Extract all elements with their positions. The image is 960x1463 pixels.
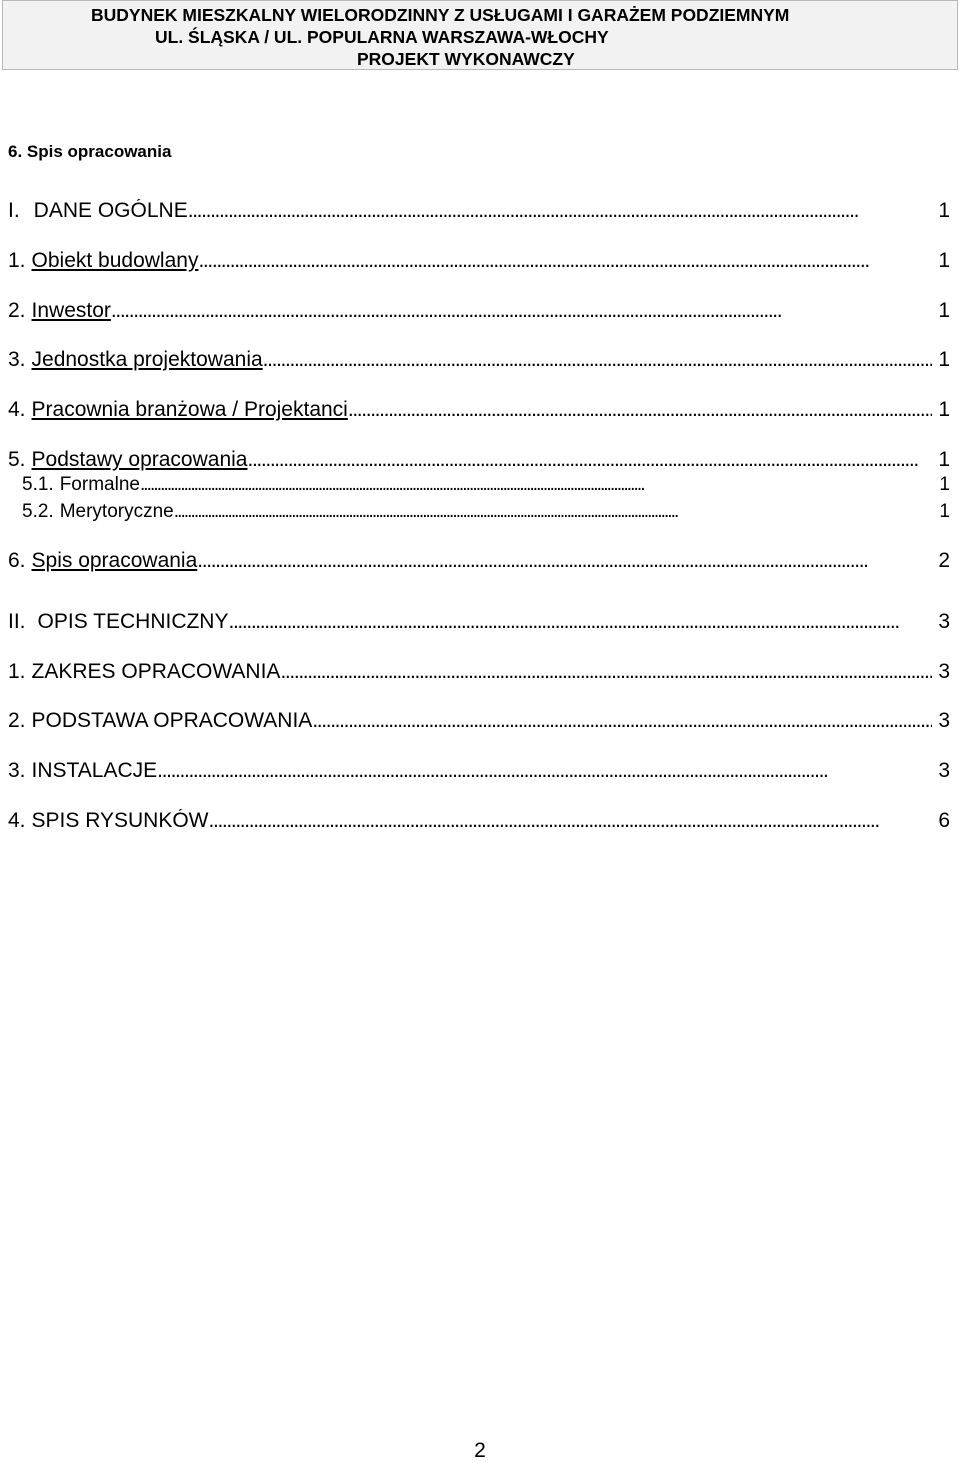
toc-entry[interactable] xyxy=(22,501,950,523)
toc-entry[interactable] xyxy=(8,709,950,733)
toc-number: 4. xyxy=(8,809,26,832)
toc-leader xyxy=(188,199,933,223)
toc-number: 5.1. xyxy=(22,474,54,495)
toc-number: 1. xyxy=(8,660,26,683)
toc-entry[interactable] xyxy=(8,299,950,323)
toc-label[interactable]: Spis opracowania xyxy=(31,549,198,572)
toc-label: DANE OGÓLNE xyxy=(33,199,188,222)
toc-entry[interactable] xyxy=(8,348,950,372)
toc-number: 5.2. xyxy=(22,501,54,522)
toc-number: 3. xyxy=(8,348,26,371)
toc-page: 1 xyxy=(939,501,950,522)
toc-label: PODSTAWA OPRACOWANIA xyxy=(31,709,313,732)
toc-number: 2. xyxy=(8,299,26,322)
toc-label: ZAKRES OPRACOWANIA xyxy=(31,660,281,683)
header-line-3: PROJEKT WYKONAWCZY xyxy=(357,49,575,69)
toc-label: SPIS RYSUNKÓW xyxy=(31,809,209,832)
toc-entry[interactable] xyxy=(8,660,950,684)
toc-label: INSTALACJE xyxy=(31,759,158,782)
page-number: 2 xyxy=(474,1439,486,1462)
toc-number: I. xyxy=(8,199,20,222)
toc-leader xyxy=(157,759,932,783)
toc-page: 3 xyxy=(938,759,950,782)
toc-leader xyxy=(111,299,932,323)
toc-label[interactable]: Inwestor xyxy=(31,299,111,322)
toc-number: 3. xyxy=(8,759,26,782)
toc-number: II. xyxy=(8,610,26,633)
toc-leader xyxy=(228,610,932,634)
toc-label: Formalne xyxy=(59,474,140,495)
toc-leader xyxy=(209,809,933,833)
toc-entry[interactable] xyxy=(8,249,950,273)
toc-number: 4. xyxy=(8,398,26,421)
toc-page: 3 xyxy=(938,610,950,633)
toc-entry[interactable] xyxy=(8,759,950,783)
toc-entry[interactable] xyxy=(8,448,950,472)
header-line-2: UL. ŚLĄSKA / UL. POPULARNA WARSZAWA-WŁOCHY xyxy=(155,27,609,47)
toc-entry[interactable] xyxy=(8,398,950,422)
toc-page: 2 xyxy=(938,549,950,572)
toc-page: 1 xyxy=(938,348,950,371)
toc-page: 1 xyxy=(938,249,950,272)
header-line-1: BUDYNEK MIESZKALNY WIELORODZINNY Z USŁUGAMI I GARAŻEM PODZIEMNYM xyxy=(91,5,790,25)
toc-leader xyxy=(247,448,932,472)
toc-leader xyxy=(140,474,933,496)
toc-label[interactable]: Jednostka projektowania xyxy=(31,348,263,371)
toc-number: 5. xyxy=(8,448,26,471)
toc-number: 1. xyxy=(8,249,26,272)
toc-label: Merytoryczne xyxy=(59,501,174,522)
toc-page: 1 xyxy=(939,474,950,495)
toc-entry[interactable] xyxy=(8,809,950,833)
toc-label[interactable]: Podstawy opracowania xyxy=(31,448,248,471)
toc-entry[interactable] xyxy=(8,199,950,223)
toc-leader xyxy=(263,348,933,372)
toc-page: 1 xyxy=(938,199,950,222)
toc-leader xyxy=(348,398,932,422)
toc-entry[interactable] xyxy=(8,549,950,573)
toc-label: OPIS TECHNICZNY xyxy=(37,610,229,633)
toc-entry[interactable] xyxy=(8,610,950,634)
toc-page: 6 xyxy=(938,809,950,832)
toc-number: 6. xyxy=(8,549,26,572)
toc-leader xyxy=(280,660,932,684)
toc-leader xyxy=(198,249,932,273)
section-heading: 6. Spis opracowania xyxy=(8,142,172,161)
document-header xyxy=(2,0,958,70)
toc-leader xyxy=(197,549,932,573)
toc-page: 1 xyxy=(938,398,950,421)
toc-leader xyxy=(312,709,932,733)
toc-leader xyxy=(174,501,934,523)
toc-page: 3 xyxy=(938,709,950,732)
toc-number: 2. xyxy=(8,709,26,732)
toc-label[interactable]: Pracownia branżowa / Projektanci xyxy=(31,398,348,421)
toc-entry[interactable] xyxy=(22,474,950,496)
toc-page: 1 xyxy=(938,448,950,471)
toc-label[interactable]: Obiekt budowlany xyxy=(31,249,199,272)
toc-page: 3 xyxy=(938,660,950,683)
toc-page: 1 xyxy=(938,299,950,322)
